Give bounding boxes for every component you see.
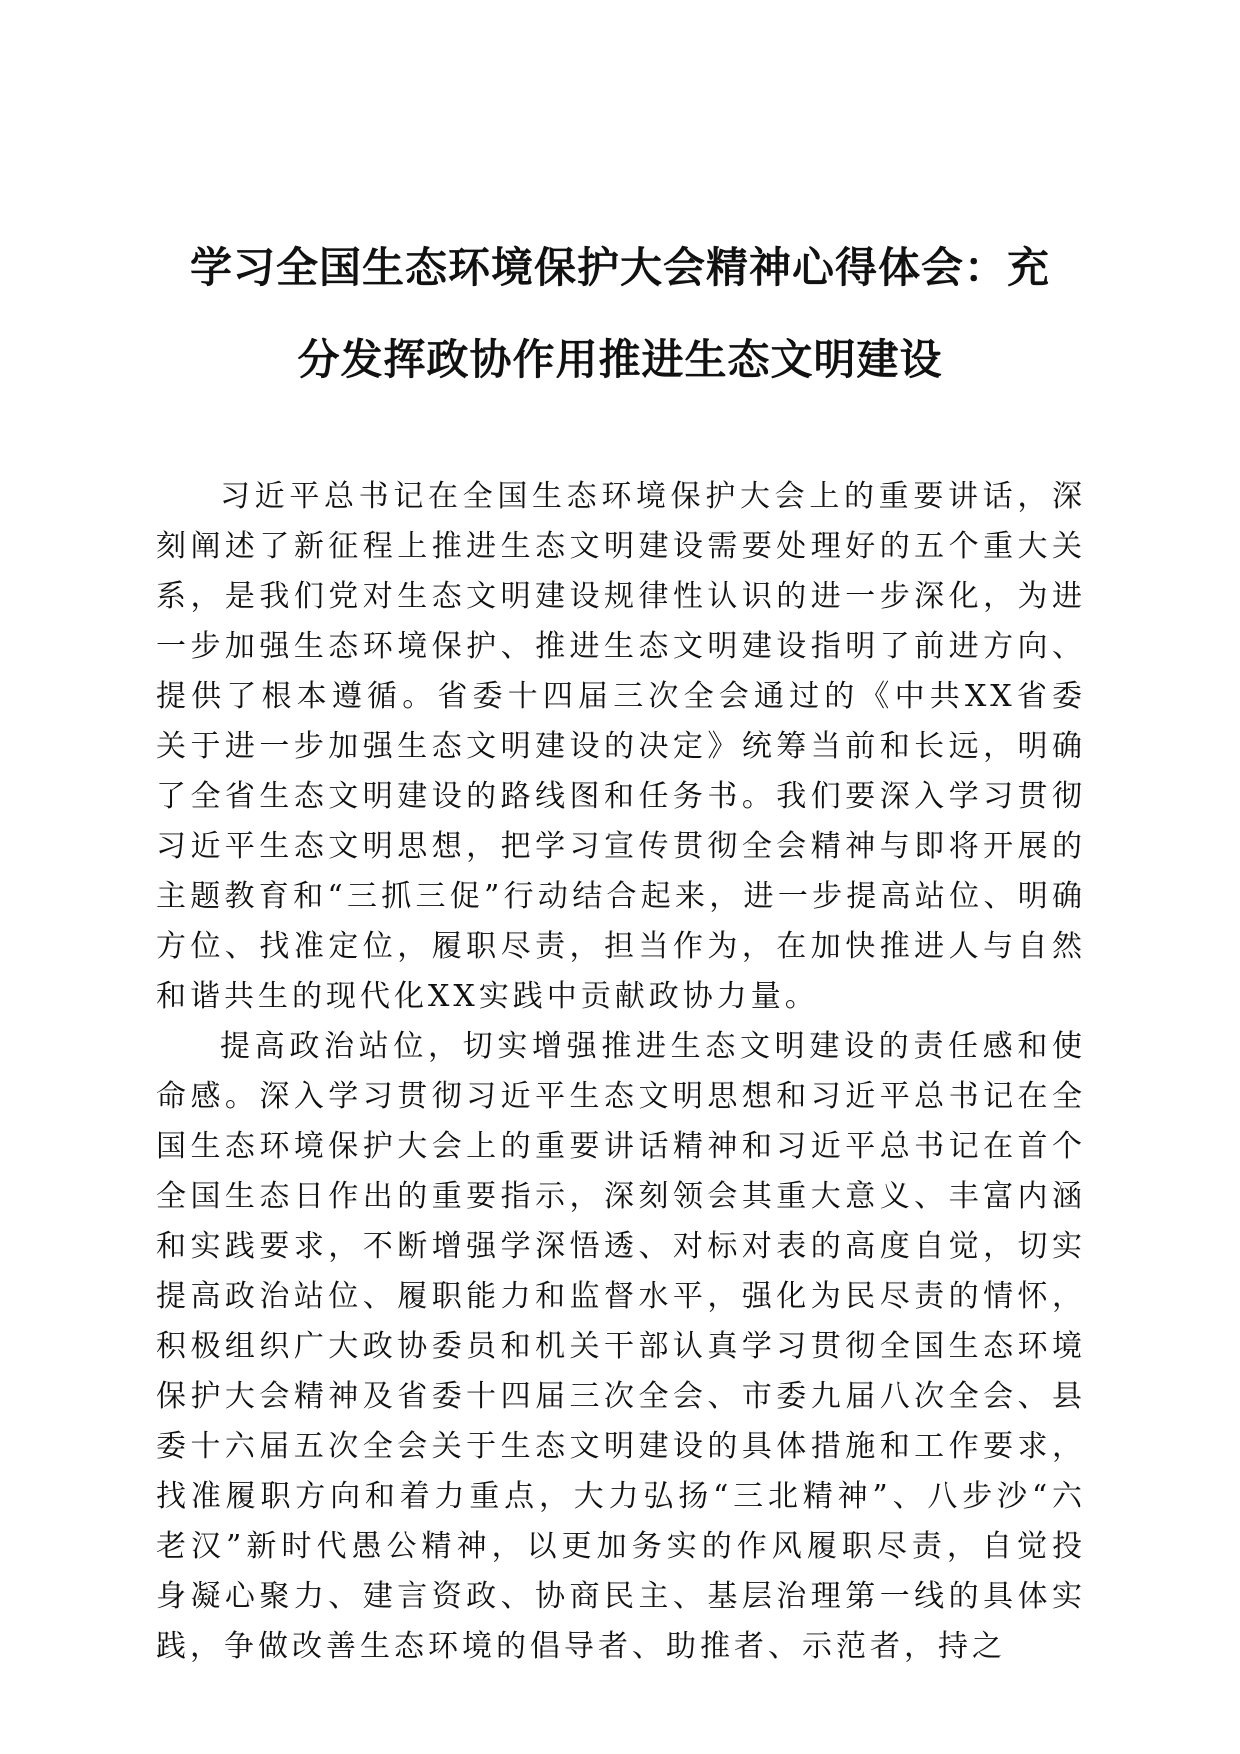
paragraph-2: 提高政治站位，切实增强推进生态文明建设的责任感和使命感。深入学习贯彻习近平生态文明思想和习近平总书记在全国生态环境保护大会上的重要讲话精神和习近平总书记在首个全国生态日作出的重要指示，深刻领会其重大意义、丰富内涵和实践要求，不断增强学深悟透、对标对表的高度自觉，切实提高政治站位、履职能力和监督水平，强化为民尽责的情怀，积极组织广大政协委员和机关干部认真学习贯彻全国生态环境保护大会精神及省委十四届三次全会、市委九届八次全会、县委十六届五次全会关于生态文明建设的具体措施和工作要求，找准履职方向和着力重点，大力弘扬“三北精神”、八步沙“六老汉”新时代愚公精神，以更加务实的作风履职尽责，自觉投身凝心聚力、建言资政、协商民主、基层治理第一线的具体实践，争做改善生态环境的倡导者、助推者、示范者，持之: [156, 1029, 1086, 1664]
title-line-1: 学习全国生态环境保护大会精神心得体会：充: [189, 243, 1050, 292]
document-title: [150, 222, 1090, 406]
paragraph-1: 习近平总书记在全国生态环境保护大会上的重要讲话，深刻阐述了新征程上推进生态文明建设需要处理好的五个重大关系，是我们党对生态文明建设规律性认识的进一步深化，为进一步加强生态环境保护、推进生态文明建设指明了前进方向、提供了根本遵循。省委十四届三次全会通过的《中共XX省委关于进一步加强生态文明建设的决定》统筹当前和长远，明确了全省生态文明建设的路线图和任务书。我们要深入学习贯彻习近平生态文明思想，把学习宣传贯彻全会精神与即将开展的主题教育和“三抓三促”行动结合起来，进一步提高站位、明确方位、找准定位，履职尽责，担当作为，在加快推进人与自然和谐共生的现代化XX实践中贡献政协力量。: [156, 479, 1086, 1014]
document-body: [156, 472, 1086, 1672]
title-line-2: 分发挥政协作用推进生态文明建设: [297, 335, 943, 384]
